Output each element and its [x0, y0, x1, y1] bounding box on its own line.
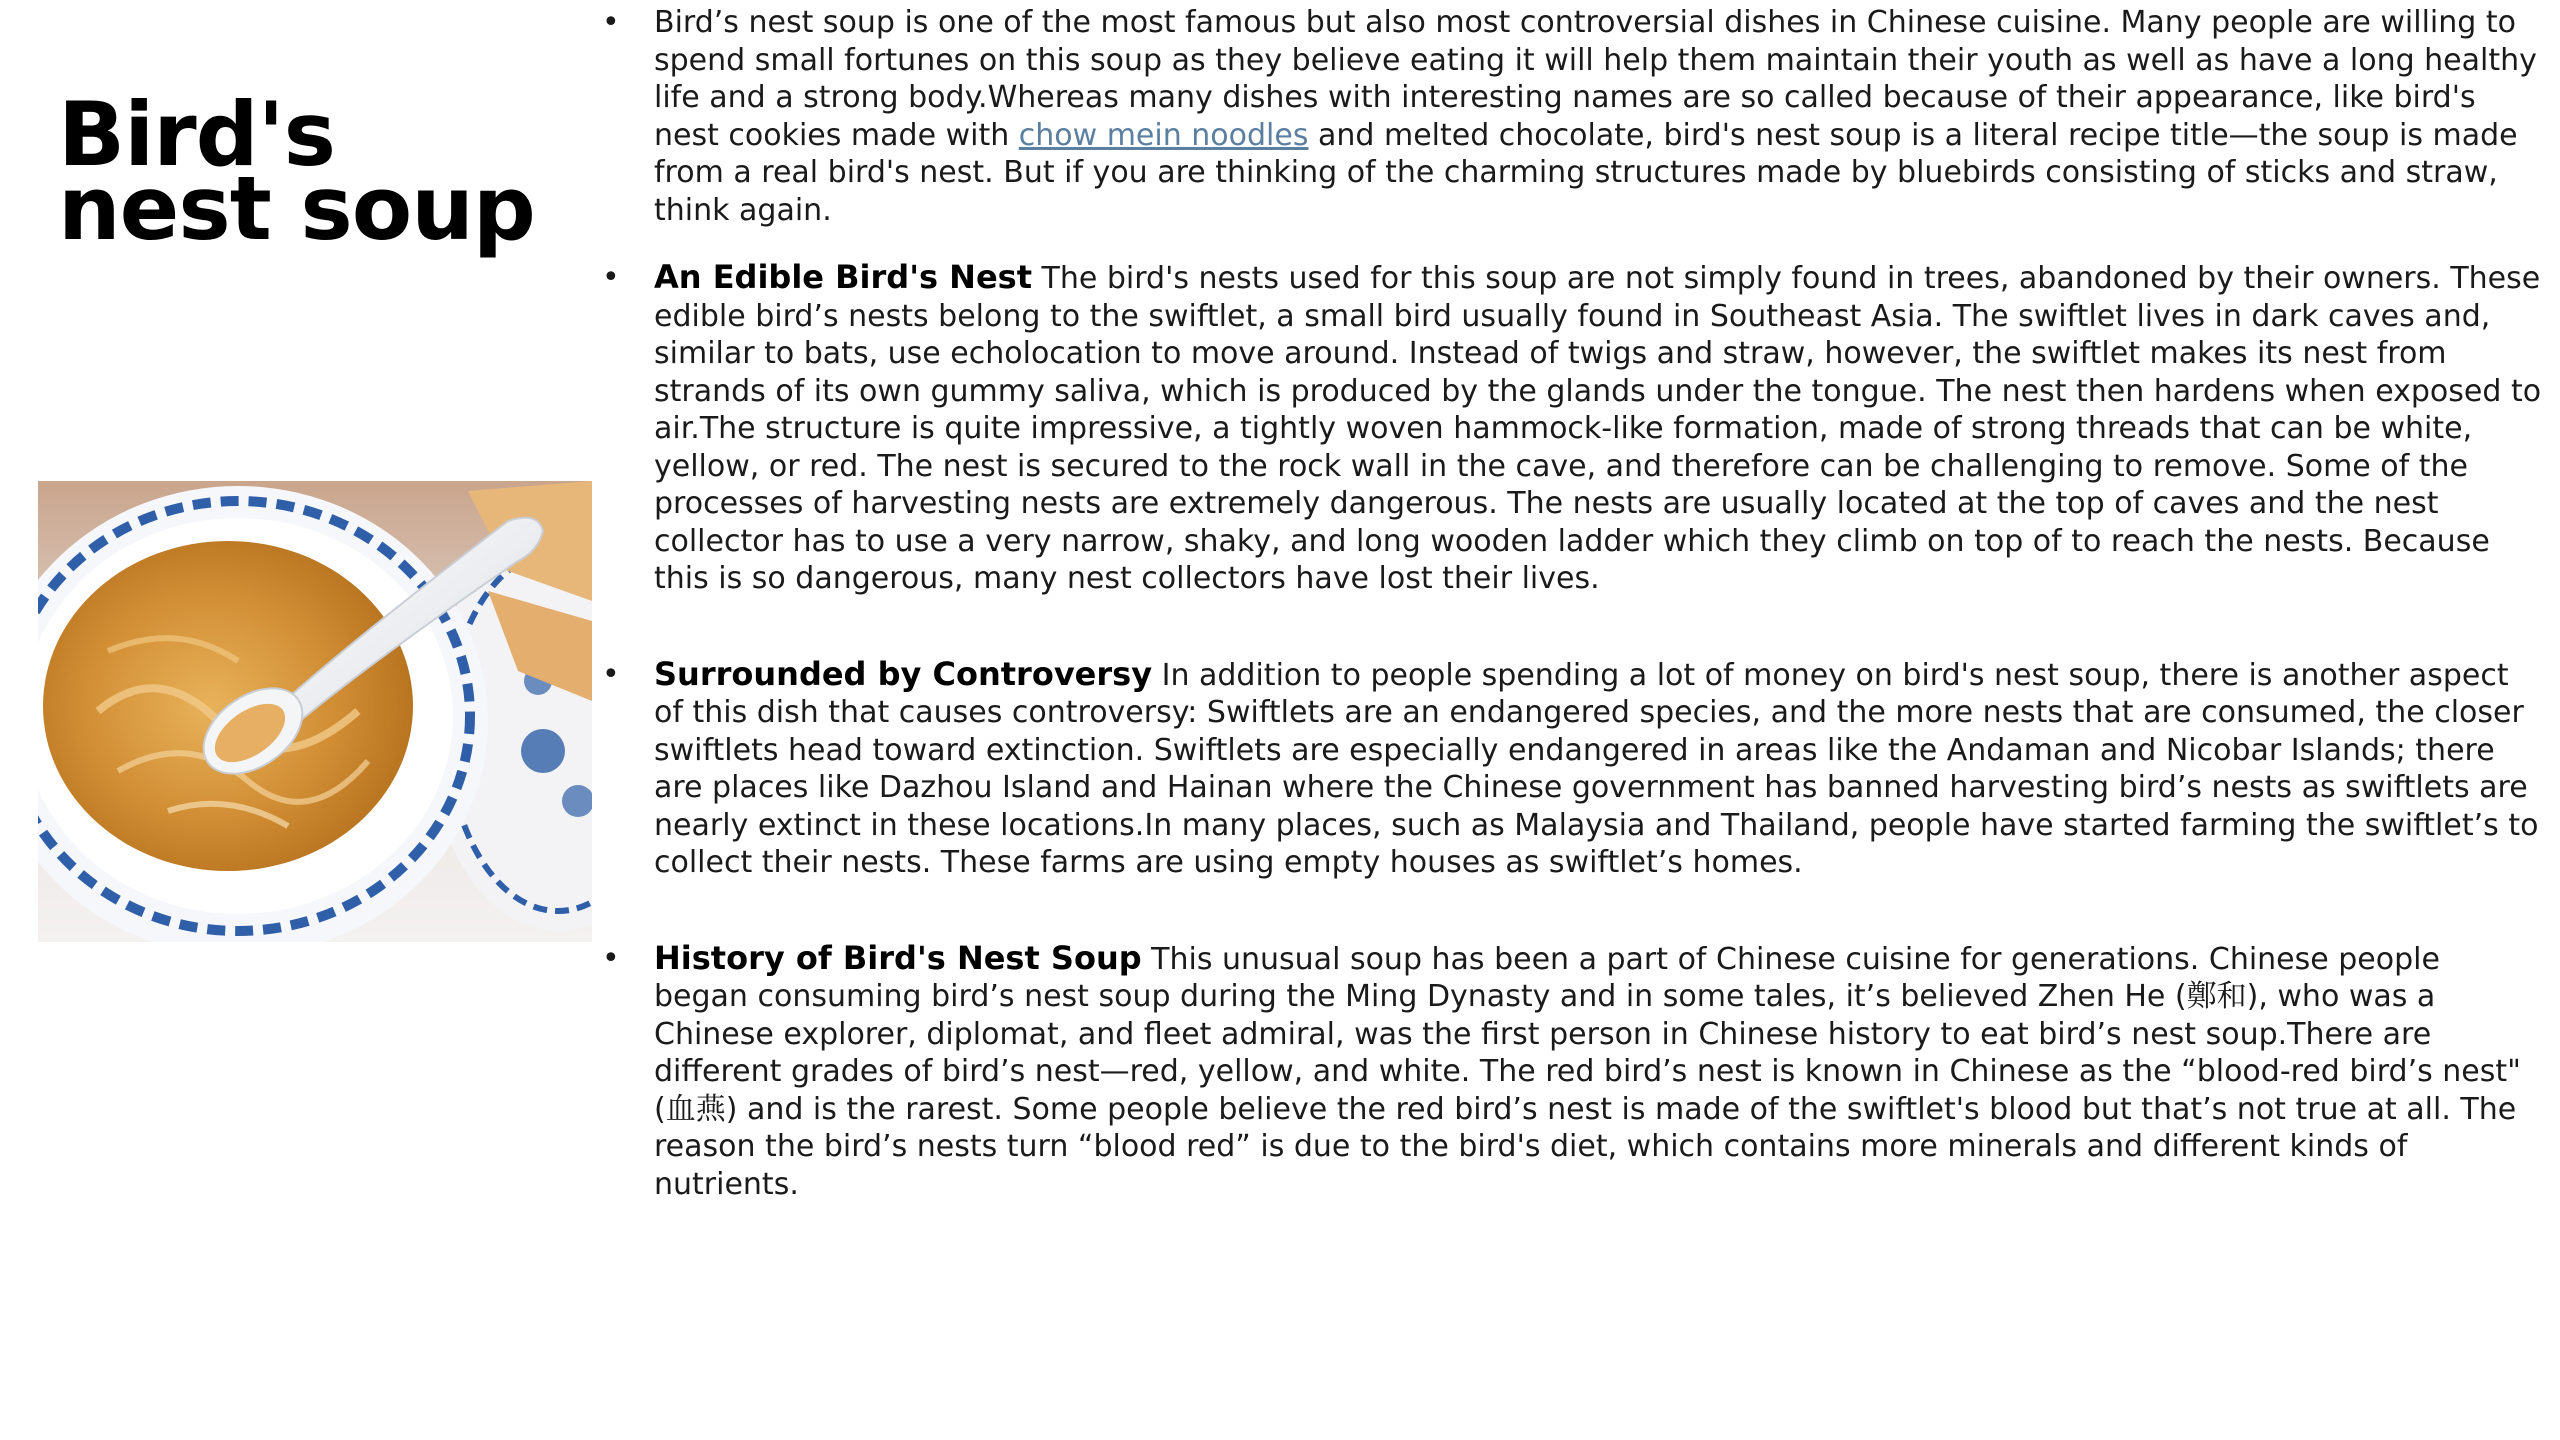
bullet-heading-controversy: Surrounded by Controversy: [654, 654, 1153, 693]
chow-mein-noodles-link[interactable]: chow mein noodles: [1018, 117, 1309, 153]
bullet-text-edible-nest: The bird's nests used for this soup are not simply found in trees, abandoned by their owners. These edible bird’s nests belong to the swiftlet, a small bird usually found in Southeast Asia. The swiftlet lives in dark caves and, similar to bats, use echolocation to move around. Instead of twigs and straw, however, the swiftlet makes its nest from strands of its own gummy saliva, which is produced by the glands under the tongue. The nest then hardens when exposed to air.The structure is quite impressive, a tightly woven hammock-like formation, made of strong threads that can be white, yellow, or red. The nest is secured to the rock wall in the cave, and therefore can be challenging to remove. Some of the processes of harvesting nests are extremely dangerous. The nests are usually located at the top of caves and the nest collector has to use a very narrow, shaky, and long wooden ladder which they climb on top of to reach the nests. Because this is so dangerous, many nest collectors have lost their lives.: [654, 261, 2542, 596]
bullet-intro-text: Bird’s nest soup is one of the most famous but also most controversial dishes in Chinese cuisine. Many people are willing to spend small fortunes on this soup as they believe eating it will help them maintain their youth as well as have a long healthy life and a strong body.Whereas many dishes with interesting names are so called because of their appearance, like bird's nest cookies made with: [654, 5, 2537, 153]
slide-title: [58, 83, 598, 260]
bullet-controversy: [602, 656, 2542, 882]
bullet-list: [602, 4, 2542, 1203]
bullet-heading-edible-nest: An Edible Bird's Nest: [654, 258, 1032, 296]
soup-bowl-illustration: [38, 481, 592, 942]
bullet-intro: [602, 4, 2542, 229]
slide-title-line-2: nest soup: [58, 157, 535, 260]
slide-title-line-1: Bird's: [58, 83, 335, 186]
bullet-edible-nest: [602, 259, 2542, 598]
bird-nest-soup-photo: [38, 481, 592, 942]
bullet-heading-history: History of Bird's Nest Soup: [654, 938, 1142, 977]
bullet-text-controversy: In addition to people spending a lot of money on bird's nest soup, there is another aspect of this dish that causes controversy: Swiftlets are an endangered species, and the more nests that are consumed, the closer swiftlets head toward extinction. Swiftlets are especially endangered in areas like the Andaman and Nicobar Islands; there are places like Dazhou Island and Hainan where the Chinese government has banned harvesting bird’s nests as swiftlets are nearly extinct in these locations.In many places, such as Malaysia and Thailand, people have started farming the swiftlet’s to collect their nests. These farms are using empty houses as swiftlet’s homes.: [654, 657, 2539, 880]
bullet-history: [602, 940, 2542, 1204]
bullet-intro-text-continued: and melted chocolate, bird's nest soup is a literal recipe title—the soup is made from a real bird's nest. But if you are thinking of the charming structures made by bluebirds consisting of sticks and straw, think again.: [654, 117, 2518, 228]
bullet-text-history: This unusual soup has been a part of Chinese cuisine for generations. Chinese people began consuming bird’s nest soup during the Ming Dynasty and in some tales, it’s believed Zhen He (鄭和), who was a Chinese explorer, diplomat, and fleet admiral, was the first person in Chinese history to eat bird’s nest soup.There are different grades of bird’s nest—red, yellow, and white. The red bird’s nest is known in Chinese as the “blood-red bird’s nest" (血燕) and is the rarest. Some people believe the red bird’s nest is made of the swiftlet's blood but that’s not true at all. The reason the bird’s nests turn “blood red” is due to the bird's diet, which contains more minerals and different kinds of nutrients.: [654, 941, 2521, 1202]
